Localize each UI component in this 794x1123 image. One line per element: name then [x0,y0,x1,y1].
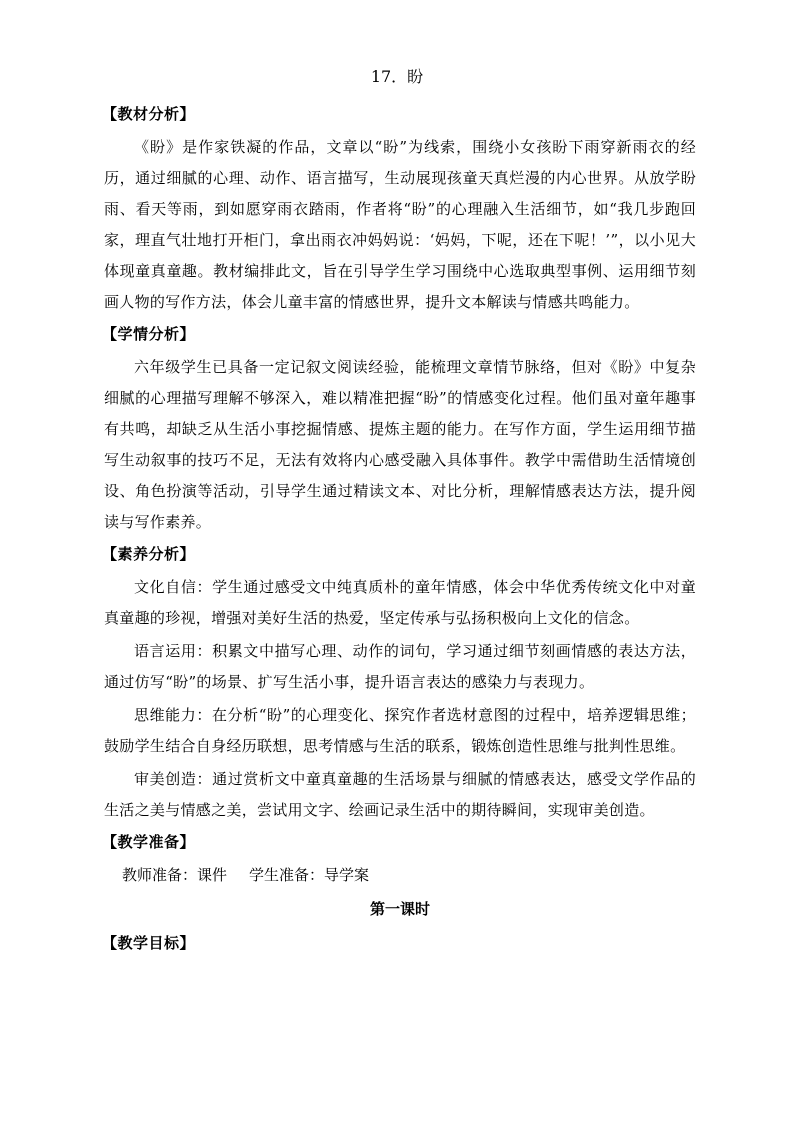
document-title: 17．盼 [370,67,424,86]
paragraph: 六年级学生已具备一定记叙文阅读经验，能梳理文章情节脉络，但对《盼》中复杂细腻的心理描写理解不够深入，难以精准把握“盼”的情感变化过程。他们虽对童年趣事有共鸣，却缺乏从生活小事挖掘情感、提炼主题的能力。在写作方面，学生运用细节描写生动叙事的技巧不足，无法有效将内心感受融入具体事件。教学中需借助生活情境创设、角色扮演等活动，引导学生通过精读文本、对比分析，理解情感表达方法，提升阅读与写作素养。 [104,358,696,531]
student-preparation: 学生准备：导学案 [249,866,370,884]
section-literacy-analysis [104,542,696,826]
lesson-title: 第一课时 [369,900,430,918]
section-heading: 【教学准备】 [102,833,196,851]
document-body [104,102,696,961]
section-heading: 【素养分析】 [102,545,196,563]
section-heading: 【教材分析】 [102,105,196,123]
paragraph-thinking-ability: 思维能力：在分析“盼”的心理变化、探究作者选材意图的过程中，培养逻辑思维；鼓励学生结合自身经历联想，思考情感与生活的联系，锻炼创造性思维与批判性思维。 [104,706,696,755]
paragraph: 《盼》是作家铁凝的作品，文章以“盼”为线索，围绕小女孩盼下雨穿新雨衣的经历，通过细腻的心理、动作、语言描写，生动展现孩童天真烂漫的内心世界。从放学盼雨、看天等雨，到如愿穿雨衣踏雨，作者将“盼”的心理融入生活细节，如“我几步跑回家，理直气壮地打开柜门，拿出雨衣冲妈妈说：‘妈妈，下呢，还在下呢！’”，以小见大体现童真童趣。教材编排此文，旨在引导学生学习围绕中心选取典型事例、运用细节刻画人物的写作方法，体会儿童丰富的情感世界，提升文本解读与情感共鸣能力。 [104,138,696,311]
section-heading-teaching-goals: 【教学目标】 [102,934,196,952]
section-textbook-analysis [104,102,696,318]
paragraph-language-use: 语言运用：积累文中描写心理、动作的词句，学习通过细节刻画情感的表达方法，通过仿写“盼”的场景、扩写生活小事，提升语言表达的感染力与表现力。 [104,642,696,691]
paragraph-cultural-confidence: 文化自信：学生通过感受文中纯真质朴的童年情感，体会中华优秀传统文化中对童真童趣的珍视，增强对美好生活的热爱，坚定传承与弘扬积极向上文化的信念。 [104,578,696,627]
paragraph-aesthetic-creation: 审美创造：通过赏析文中童真童趣的生活场景与细腻的情感表达，感受文学作品的生活之美与情感之美，尝试用文字、绘画记录生活中的期待瞬间，实现审美创造。 [104,770,696,819]
preparation-line [104,860,696,891]
teacher-preparation: 教师准备：课件 [122,866,228,884]
section-heading: 【学情分析】 [102,325,196,343]
section-student-analysis [104,322,696,538]
section-teaching-preparation [104,830,696,891]
